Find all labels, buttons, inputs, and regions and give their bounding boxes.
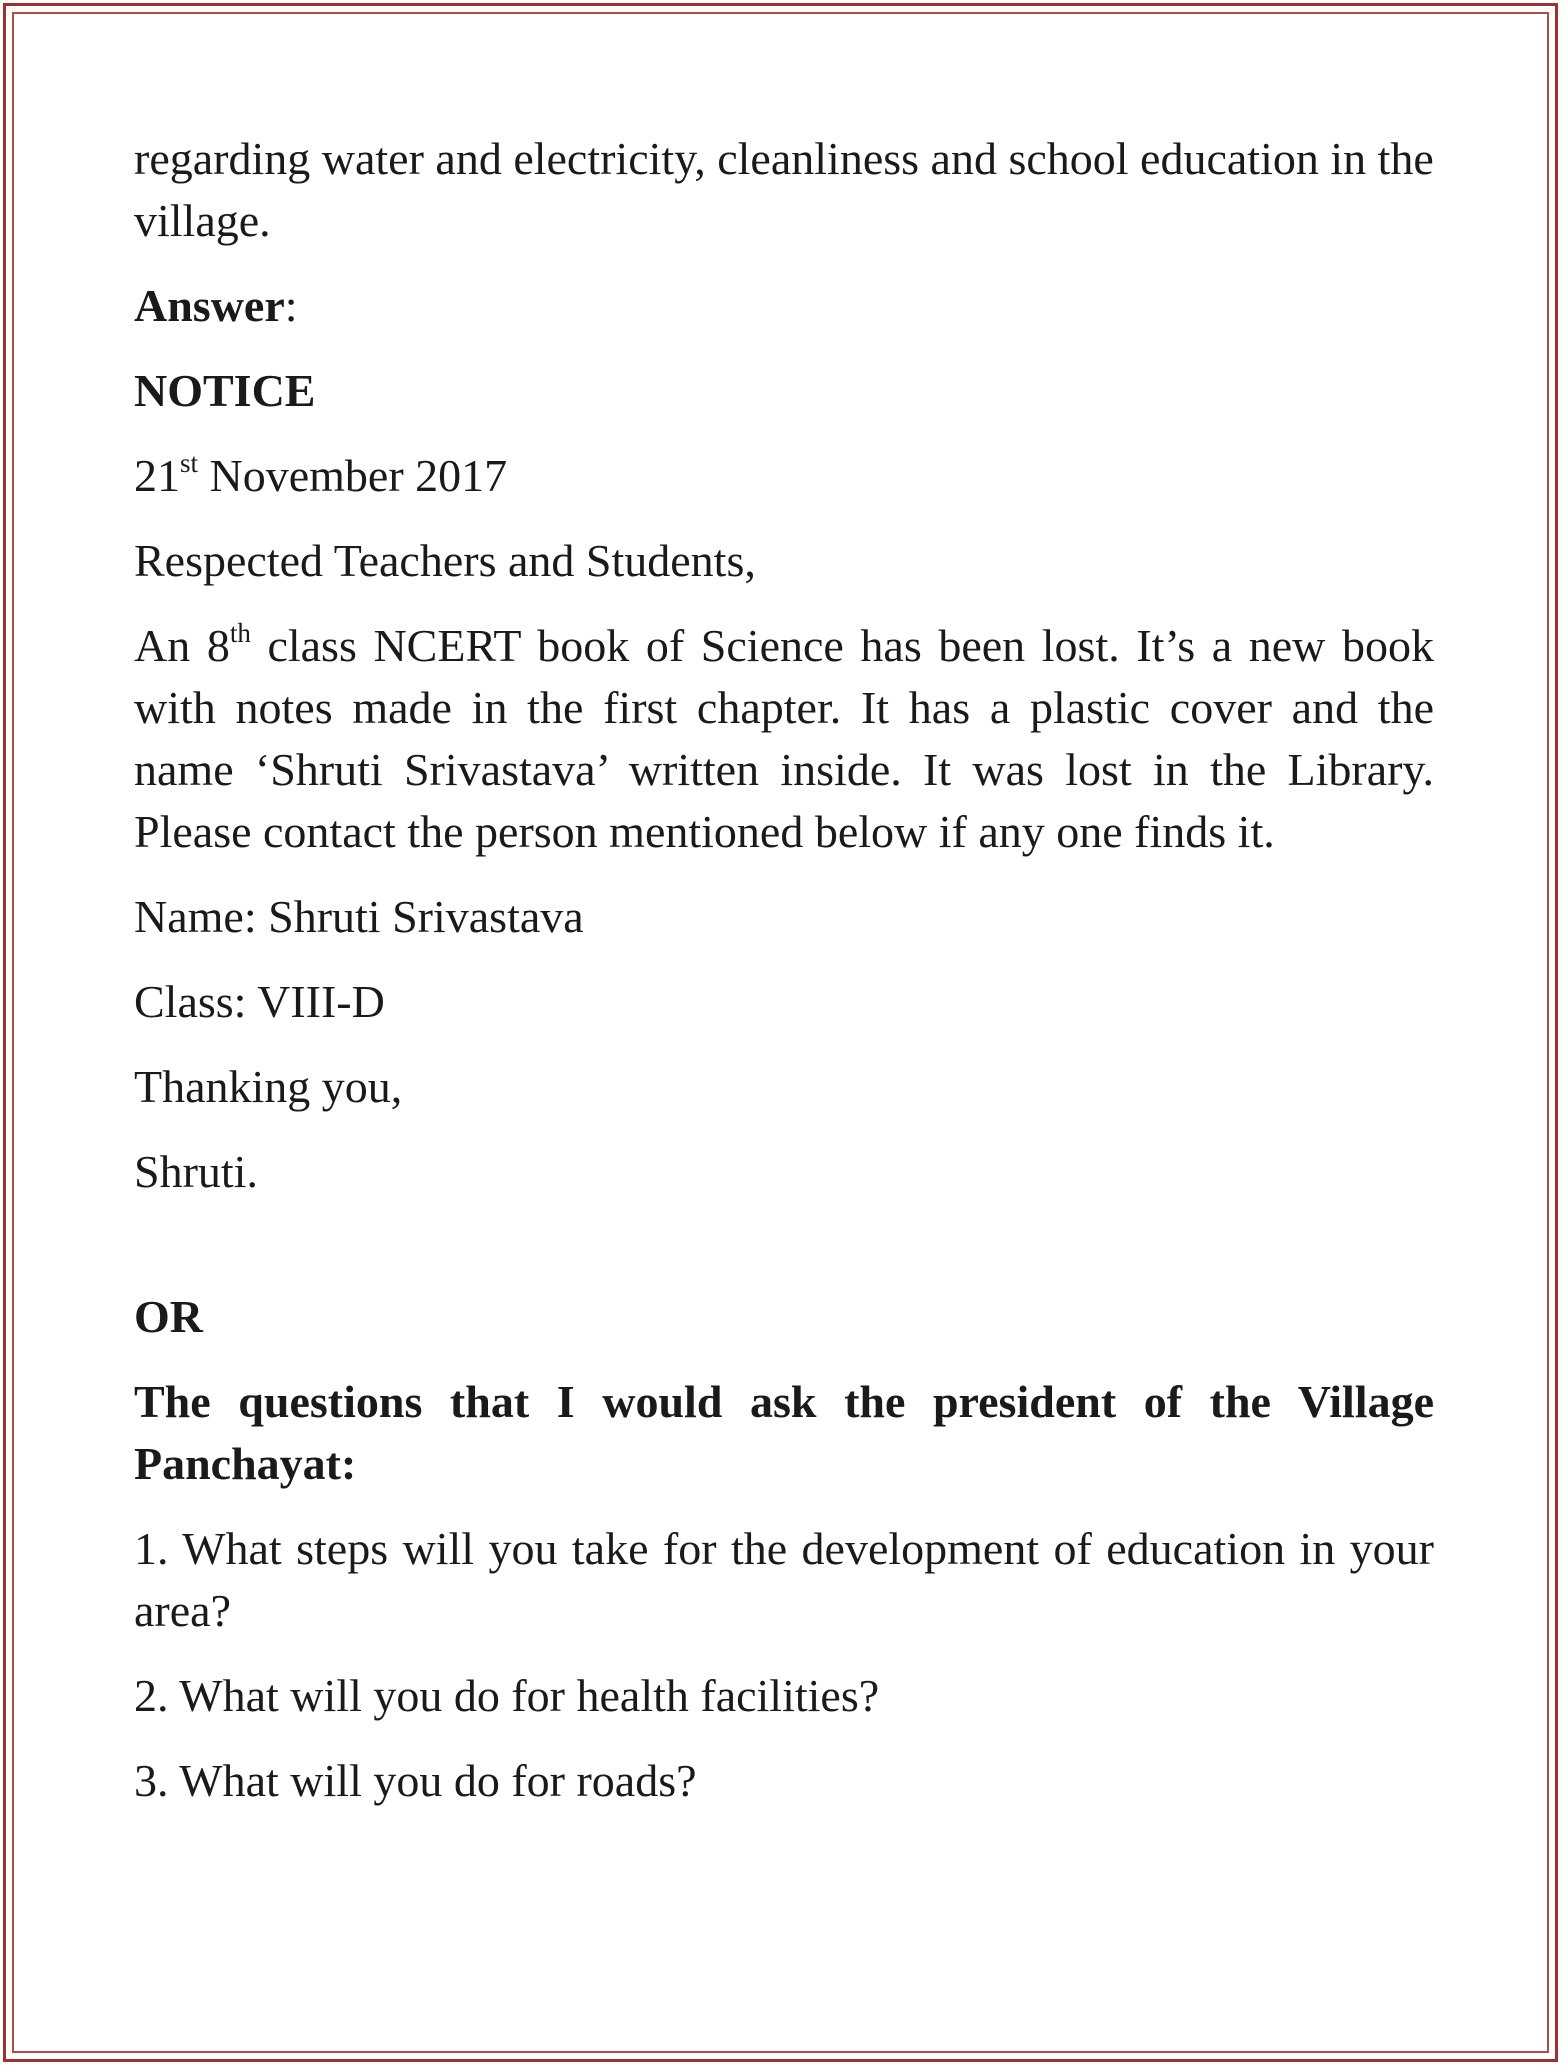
question-item: 1. What steps will you take for the development of education in your area? bbox=[134, 1523, 1434, 1636]
question-item: 2. What will you do for health facilities? bbox=[134, 1670, 880, 1721]
continuation-text: regarding water and electricity, cleanliness and school education in the village. bbox=[134, 133, 1434, 246]
answer-colon: : bbox=[284, 280, 298, 331]
question-item: 3. What will you do for roads? bbox=[134, 1755, 697, 1806]
notice-date-day: 21 bbox=[134, 450, 180, 501]
notice-salutation: Respected Teachers and Students, bbox=[134, 535, 756, 586]
questions-heading: The questions that I would ask the president of the Village Panchayat: bbox=[134, 1376, 1434, 1489]
notice-name-line: Name: Shruti Srivastava bbox=[134, 891, 584, 942]
notice-body-prefix: An 8 bbox=[134, 620, 230, 671]
notice-date-rest: November 2017 bbox=[198, 450, 508, 501]
notice-class-line: Class: VIII-D bbox=[134, 976, 385, 1027]
notice-date-suffix: st bbox=[180, 448, 199, 478]
notice-body bbox=[134, 615, 1434, 863]
notice-date bbox=[134, 445, 1434, 507]
document-body bbox=[134, 128, 1434, 1835]
section-spacer bbox=[134, 1226, 1434, 1286]
notice-body-suffix: th bbox=[229, 618, 251, 648]
notice-body-rest: class NCERT book of Science has been lost. It’s a new book with notes made in the first chapter. It has a plastic cover and the name ‘Shruti Srivastava’ written inside. It was lost in the Library. Please contact the person mentioned below if any one finds it. bbox=[134, 620, 1434, 857]
answer-label: Answer bbox=[134, 280, 285, 331]
notice-closing: Thanking you, bbox=[134, 1061, 403, 1112]
or-label: OR bbox=[134, 1291, 203, 1342]
notice-signature: Shruti. bbox=[134, 1146, 258, 1197]
answer-line bbox=[134, 275, 1434, 337]
notice-heading: NOTICE bbox=[134, 365, 316, 416]
